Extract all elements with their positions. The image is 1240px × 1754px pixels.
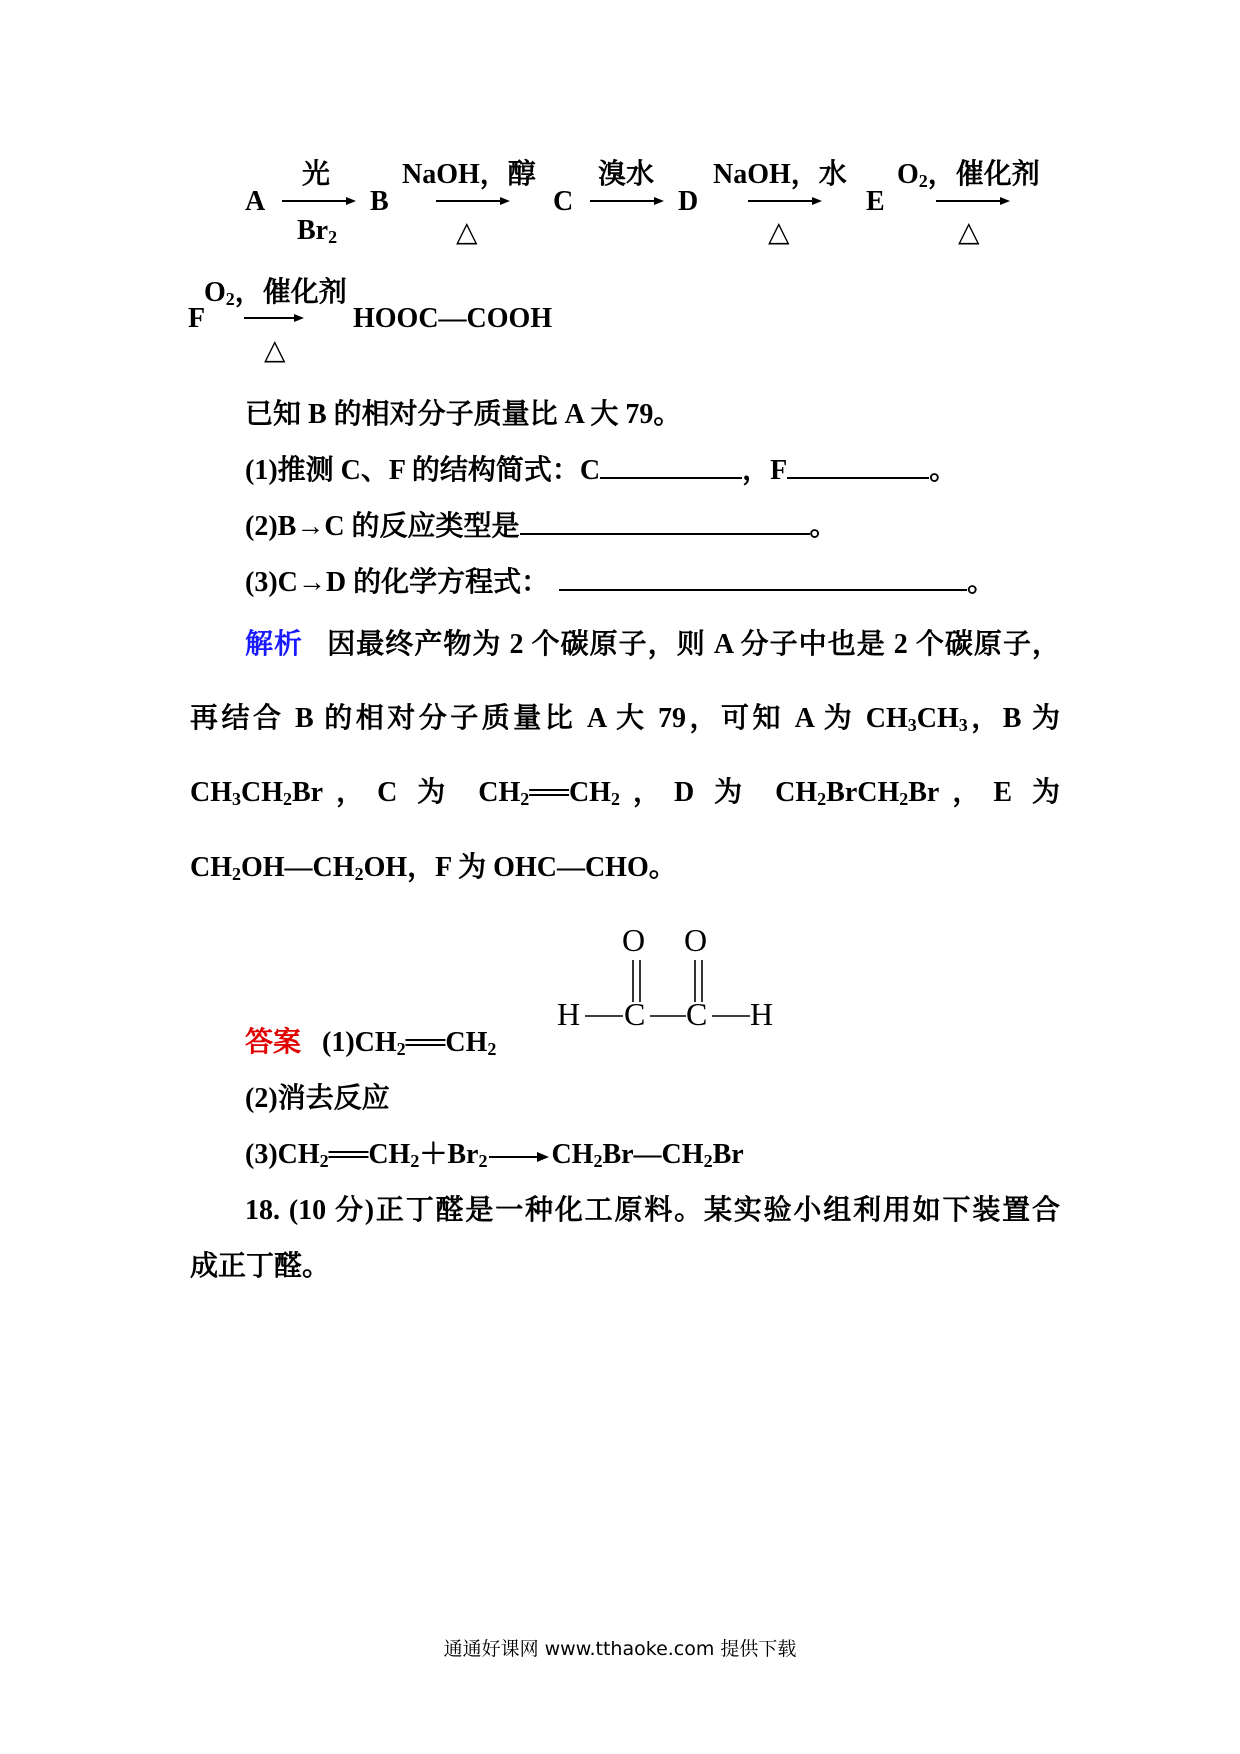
- step2-below: △: [456, 217, 478, 248]
- product-formula: HOOC—COOH: [353, 303, 553, 334]
- analysis-label: 解析: [245, 629, 304, 660]
- single-bond-icon: [585, 1014, 625, 1018]
- step2-above: NaOH，醇: [402, 159, 536, 190]
- hydrogen-1: H: [557, 996, 581, 1032]
- single-bond-icon: [650, 1014, 690, 1018]
- page-footer: 通通好课网 www.tthaoke.com 提供下载: [443, 1638, 797, 1660]
- question-18-line-2: 成正丁醛。: [190, 1251, 331, 1282]
- step1-below: $Br_2$: [297, 215, 338, 247]
- question-3: (3)C→D 的化学方程式： 。: [245, 567, 996, 598]
- step1-above: 光: [302, 159, 331, 190]
- step3-above: 溴水: [598, 159, 655, 190]
- oxygen-2: O: [684, 922, 708, 958]
- step4-above: NaOH，水: [713, 159, 847, 190]
- step6-above: $O_2$，催化剂: [204, 277, 347, 309]
- carbon-1: C: [624, 996, 646, 1032]
- answer-label: 答案: [245, 1027, 302, 1058]
- node-c: C: [553, 186, 574, 217]
- answer-3: $(3)CH_2══CH_2+Br_2$ $CH_2Br—CH_2Br$: [245, 1139, 744, 1171]
- answer-blank: [559, 565, 967, 591]
- single-bond-icon: [712, 1014, 752, 1018]
- question-1: (1)推测 C、F 的结构简式：C ，F 。: [245, 455, 958, 486]
- arrow-icon: [244, 313, 304, 323]
- node-d: D: [678, 186, 699, 217]
- node-a: A: [245, 186, 266, 217]
- answer-blank: [787, 453, 929, 479]
- known-condition: 已知 B 的相对分子质量比 A 大 79。: [245, 399, 682, 430]
- answer-1: 答案 $(1)CH_2══CH_2$: [245, 1027, 497, 1059]
- arrow-icon: [748, 196, 822, 206]
- arrow-icon: [936, 196, 1010, 206]
- hydrogen-2: H: [750, 996, 774, 1032]
- analysis-line-2: 再结合 B 的相对分子质量比 A 大 79，可知 A 为 $CH_3CH_3$，B 为: [190, 703, 1060, 735]
- answer-blank: [600, 453, 742, 479]
- step5-below: △: [958, 217, 980, 248]
- carbon-2: C: [686, 996, 708, 1032]
- question-18-line-1: 18. (10 分)正丁醛是一种化工原料。某实验小组利用如下装置合: [245, 1195, 1060, 1226]
- arrow-icon: [590, 196, 664, 206]
- answer-blank: [520, 509, 810, 535]
- node-b: B: [370, 186, 389, 217]
- oxygen-1: O: [622, 922, 646, 958]
- analysis-line-1: 解析 因最终产物为 2 个碳原子，则 A 分子中也是 2 个碳原子，: [245, 629, 1060, 660]
- reaction-arrow-icon: [489, 1150, 549, 1164]
- question-2: (2)B→C 的反应类型是 。: [245, 511, 838, 542]
- analysis-line-3: $CH_3CH_2Br$，C 为 $CH_2══CH_2$，D 为 $CH_2BrCH_2Br$，E 为: [190, 777, 1060, 809]
- answer-2: (2)消去反应: [245, 1083, 390, 1114]
- analysis-line-4: $CH_2OH—CH_2OH$，F 为 OHC—CHO。: [190, 852, 677, 884]
- step5-above: $O_2$，催化剂: [897, 159, 1040, 191]
- node-f: F: [188, 303, 206, 334]
- step4-below: △: [768, 217, 790, 248]
- step6-below: △: [264, 335, 286, 366]
- arrow-icon: [436, 196, 510, 206]
- arrow-icon: [282, 196, 356, 206]
- node-e: E: [866, 186, 885, 217]
